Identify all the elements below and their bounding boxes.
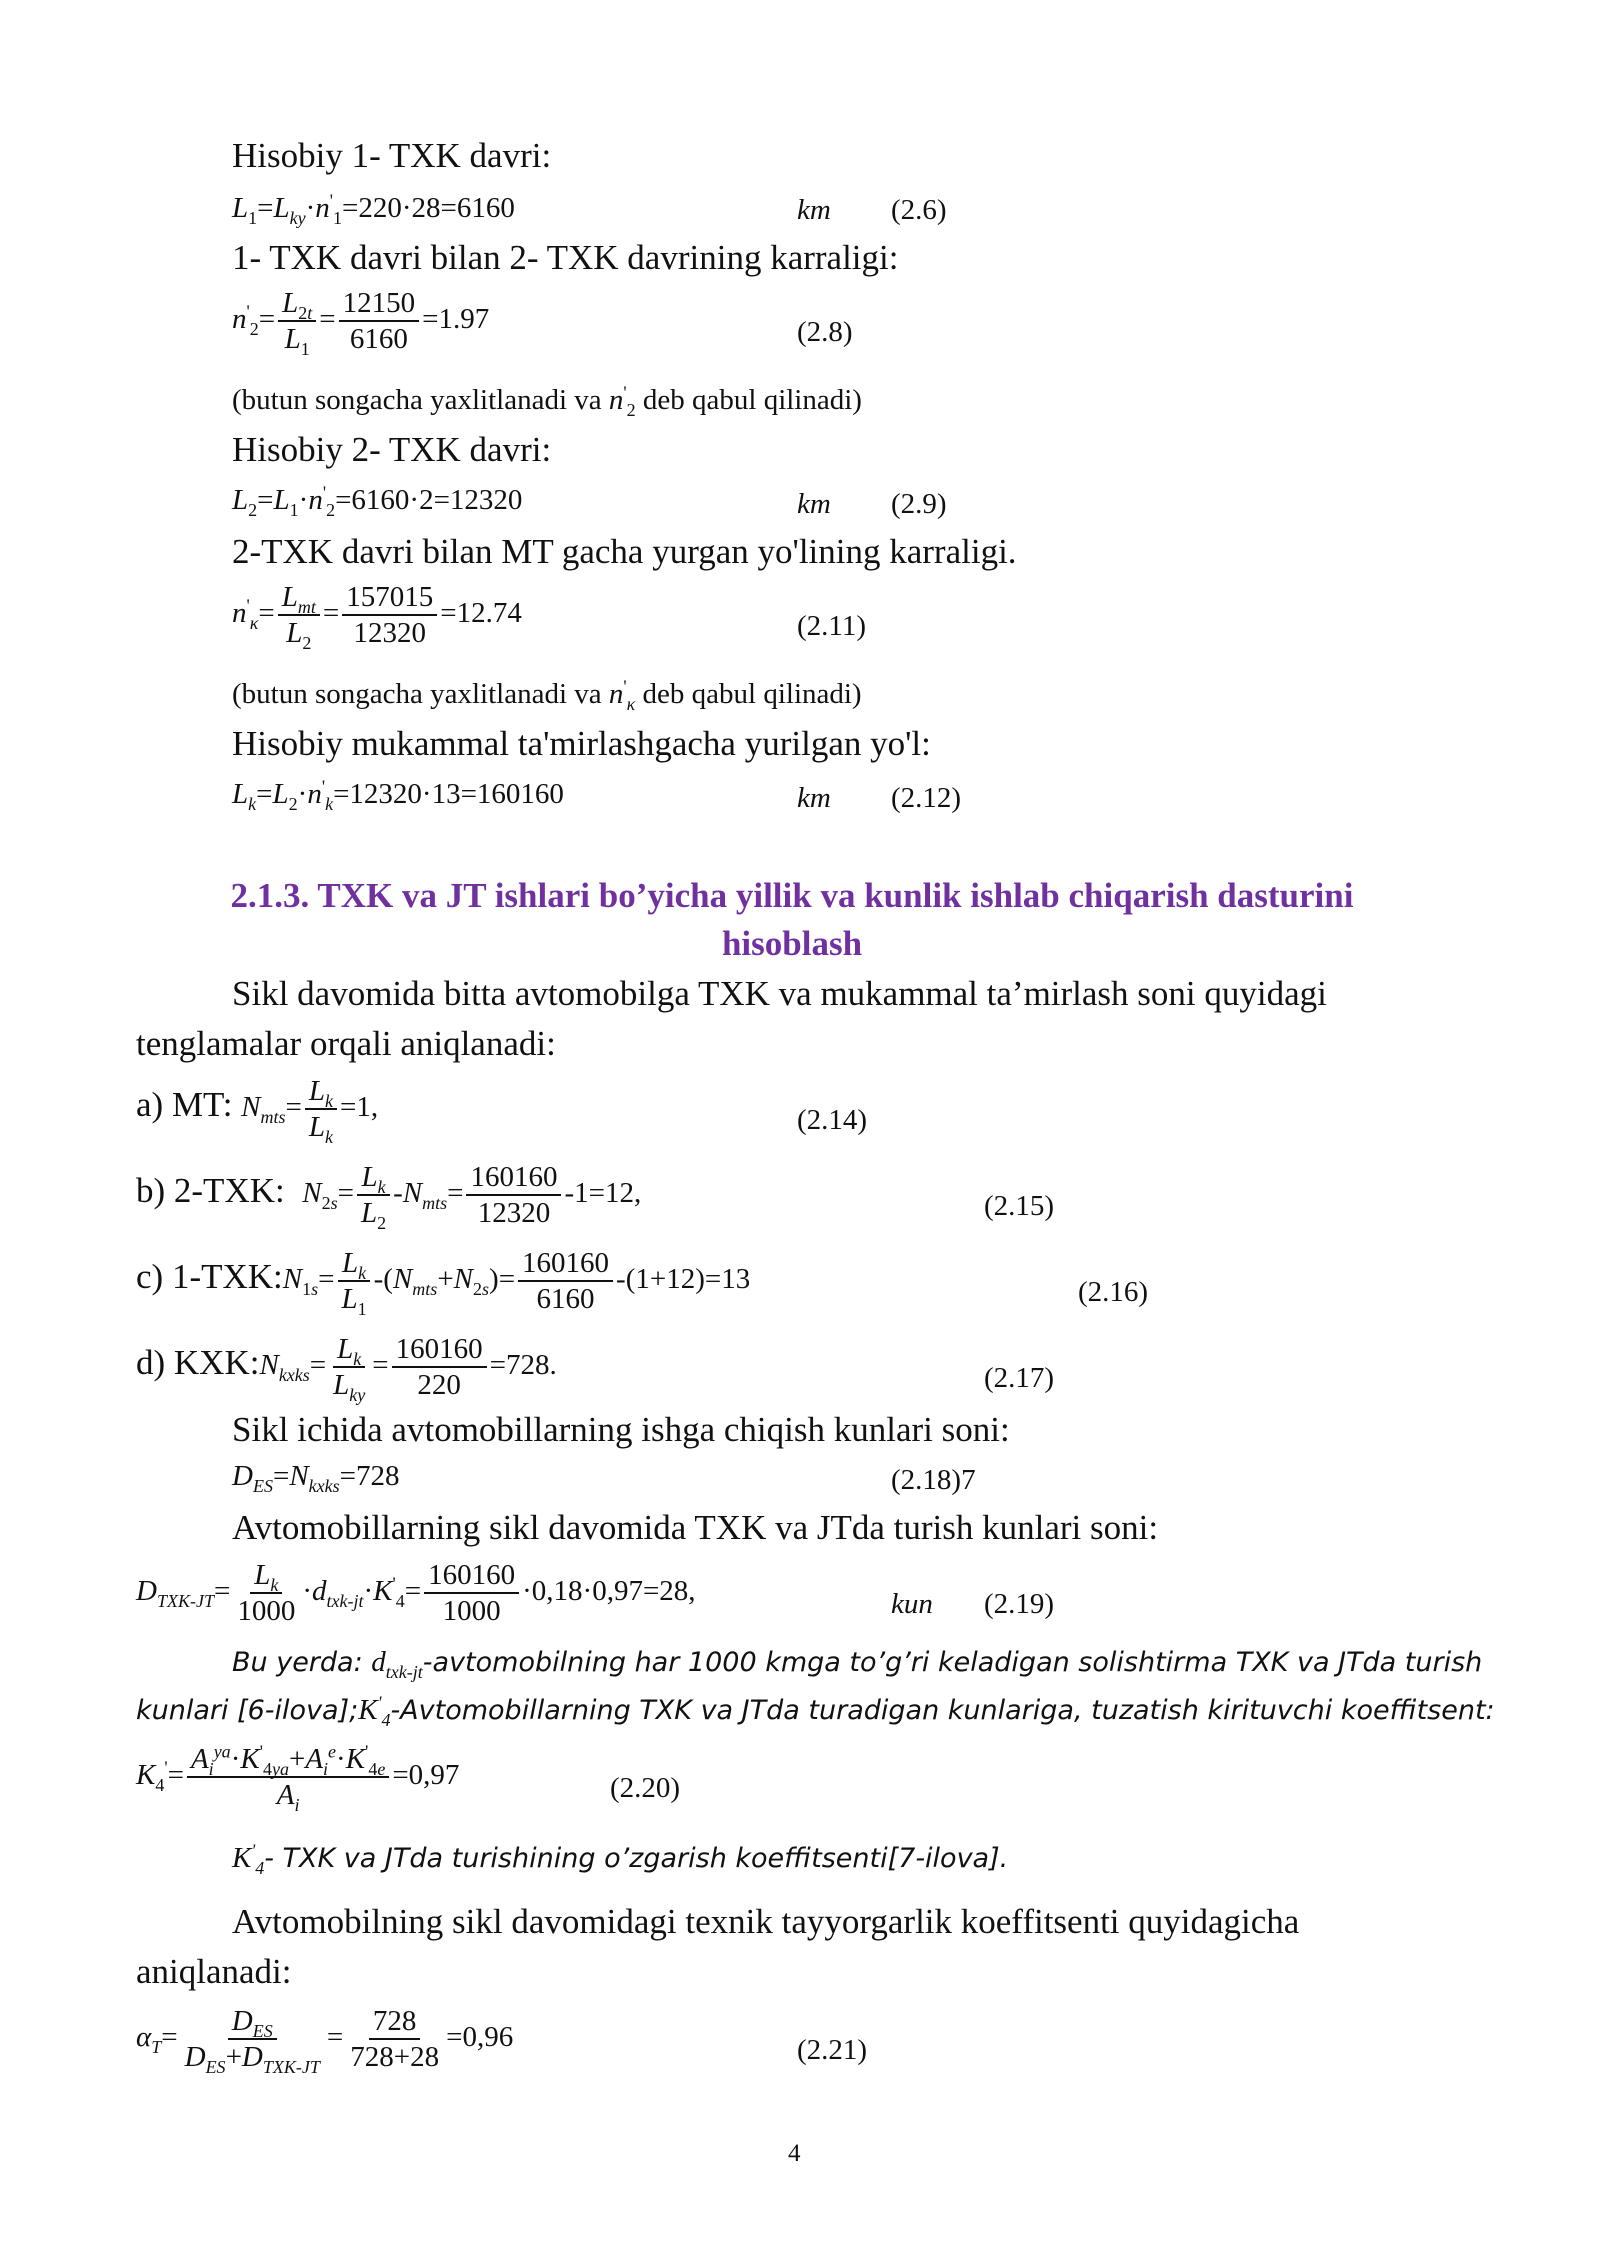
equation-number: (2.18)7 xyxy=(891,1464,976,1496)
note-text: $K'_4-$ TXK va JTda turishining o’zgarish koeffitsenti[7-ilova]. xyxy=(232,1840,1009,1878)
equation-number: (2.11) xyxy=(797,610,866,642)
section-heading: hisoblash xyxy=(721,924,863,963)
page-number: 4 xyxy=(788,2140,801,2167)
equation-number: (2.14) xyxy=(797,1104,868,1136)
unit-kun: kun xyxy=(891,1588,933,1620)
formula-2-12: $L_k=L_2\cdot n'_k=12320\cdot 13=160160$ xyxy=(232,776,564,814)
equation-number: (2.20) xyxy=(610,1772,681,1804)
formula-2-9: $L_2=L_1\cdot n'_2=6160\cdot 2=12320$ xyxy=(232,482,523,520)
equation-number: (2.12) xyxy=(891,782,962,814)
equation-number: (2.19) xyxy=(984,1588,1055,1620)
formula-2-20: $K_4'=$ $\frac{A_i^{ya}\cdot K'_{4ya}+A_i^e\cdot K'_{4e}}{A_i}$ =0,97 xyxy=(136,1741,460,1816)
text-line: (butun songacha yaxlitlanadi va $n'_2$ deb qabul qilinadi) xyxy=(232,382,862,420)
equation-number: (2.21) xyxy=(797,2034,868,2066)
equation-number: (2.9) xyxy=(891,488,947,520)
formula-2-14: a) MT: $N_{mts}=$ $\frac{L_k}{L_k}$ =1, xyxy=(136,1075,379,1148)
note-text: Bu yerda: $d_{txk-jt}$-avtomobilning har 1000 kmga to’g’ri keladigan solishtirma TXK va JTda turish xyxy=(232,1646,1483,1682)
text-line: 2-TXK davri bilan MT gacha yurgan yo'lining karraligi. xyxy=(232,532,1017,571)
formula-2-16: c) $1-TXK:N_{1s}=$ $\frac{L_k}{L_1}$ $-(N_{mts}+N_{2s})=$ $\frac{160160}{6160}$ -(1+12)=13 xyxy=(136,1247,751,1320)
formula-2-6: $L_1=L_{ky}\cdot n'_1=220\cdot 28=6160$ xyxy=(232,190,515,228)
paragraph: Avtomobilning sikl davomidagi texnik tayyorgarlik koeffitsenti quyidagicha xyxy=(232,1902,1300,1941)
formula-2-11: $n'_\kappa=$ $\frac{L_{mt}}{L_2}$ = $\frac{157015}{12320}$ =12.74 xyxy=(232,581,522,654)
section-heading: 2.1.3. TXK va JT ishlari bo’yicha yillik va kunlik ishlab chiqarish dasturini xyxy=(230,876,1354,915)
equation-number: (2.8) xyxy=(797,316,853,348)
formula-2-8: $n'_2=$ $\frac{L_{2t}}{L_1}$ = $\frac{12150}{6160}$ =1.97 xyxy=(232,287,490,360)
unit-km: km xyxy=(797,194,831,226)
formula-2-21: $\alpha_T=$ $\frac{D_{ES}}{D_{ES}+D_{TXK-JT}}$ = $\frac{728}{728+28}$ =0,96 xyxy=(136,2005,514,2078)
paragraph: Sikl ichida avtomobillarning ishga chiqish kunlari soni: xyxy=(232,1410,1010,1449)
text-line: Hisobiy 1- TXK davri: xyxy=(232,136,552,175)
equation-number: (2.15) xyxy=(984,1190,1055,1222)
paragraph: aniqlanadi: xyxy=(136,1952,292,1991)
equation-number: (2.17) xyxy=(984,1362,1055,1394)
note-text: kunlari $[6-ilova];K'_4$-Avtomobillarning TXK va JTda turadigan kunlariga, tuzatish kirituvchi koeffitsent: xyxy=(136,1692,1495,1730)
formula-2-17: d) $KXK:N_{kxks}=$ $\frac{L_k}{L_{ky}}$ = $\frac{160160}{220}$ =728. xyxy=(136,1333,557,1406)
formula-2-18: $D_{ES}=N_{kxks}=728$ xyxy=(232,1460,400,1496)
equation-number: (2.6) xyxy=(891,194,947,226)
text-line: (butun songacha yaxlitlanadi va $n'_\kappa$ deb qabul qilinadi) xyxy=(232,676,862,714)
unit-km: km xyxy=(797,782,831,814)
text-line: Hisobiy 2- TXK davri: xyxy=(232,430,552,469)
paragraph: Avtomobillarning sikl davomida TXK va JTda turish kunlari soni: xyxy=(232,1508,1159,1547)
text-line: 1- TXK davri bilan 2- TXK davrining karraligi: xyxy=(232,238,899,277)
paragraph: Sikl davomida bitta avtomobilga TXK va mukammal ta’mirlash soni quyidagi xyxy=(232,974,1327,1013)
formula-2-15: b) 2-TXK: $N_{2s}=$ $\frac{L_k}{L_2}$ $-N_{mts}=$ $\frac{160160}{12320}$ -1=12, xyxy=(136,1161,642,1234)
text-line: Hisobiy mukammal ta'mirlashgacha yurilgan yo'l: xyxy=(232,724,931,763)
formula-2-19: $D_{TXK-JT}=$ $\frac{L_k}{1000}$ $\cdot d_{txk-jt}\cdot K'_4=$ $\frac{160160}{1000}$ ·0,18·0,97=28, xyxy=(136,1559,696,1628)
equation-number: (2.16) xyxy=(1078,1276,1149,1308)
paragraph: tenglamalar orqali aniqlanadi: xyxy=(136,1024,556,1063)
unit-km: km xyxy=(797,488,831,520)
